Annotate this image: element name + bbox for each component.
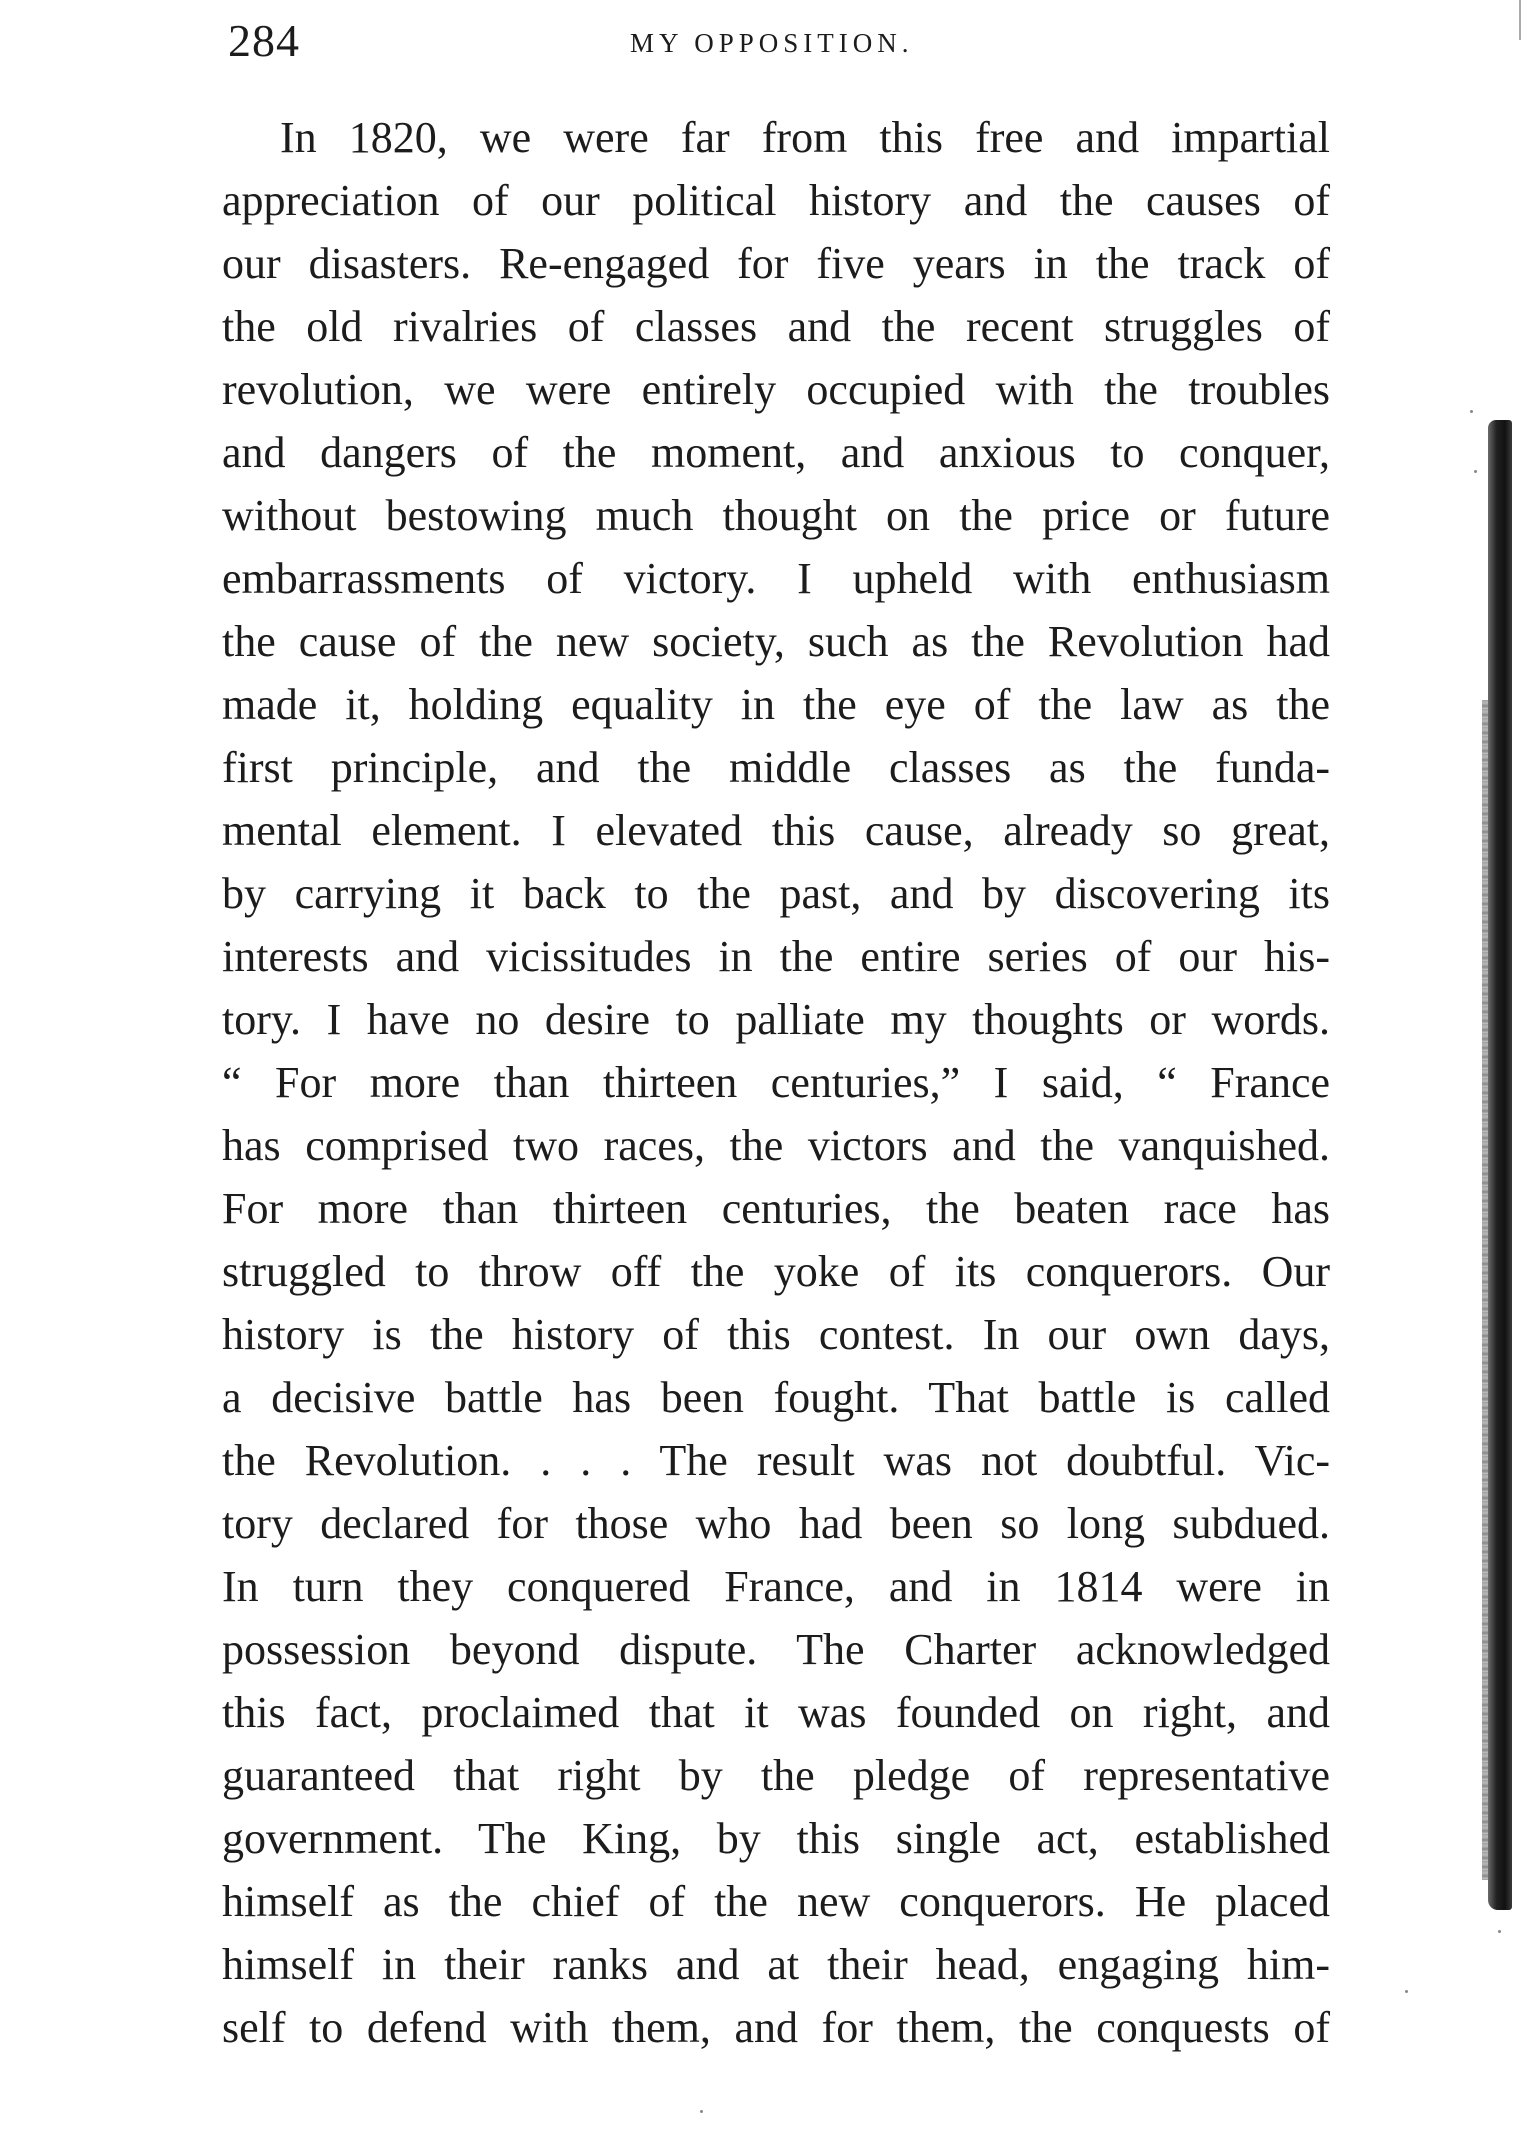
text-line: the cause of the new society, such as the Revolution had — [222, 617, 1330, 666]
text-line: tory. I have no desire to palliate my thoughts or words. — [222, 995, 1330, 1044]
edge-speck — [1474, 470, 1477, 473]
edge-speck — [1498, 1930, 1501, 1933]
text-line: interests and vicissitudes in the entire series of our his- — [222, 932, 1330, 981]
text-line: our disasters. Re-engaged for five years in the track of — [222, 239, 1330, 288]
binding-shadow — [1488, 420, 1512, 1910]
running-head: MY OPPOSITION. — [630, 28, 914, 58]
text-line: without bestowing much thought on the price or future — [222, 491, 1330, 540]
text-line: In turn they conquered France, and in 1814 were in — [222, 1562, 1330, 1611]
text-line: has comprised two races, the victors and the vanquished. — [222, 1121, 1330, 1170]
text-line: struggled to throw off the yoke of its conquerors. Our — [222, 1247, 1330, 1296]
text-line: tory declared for those who had been so long subdued. — [222, 1499, 1330, 1548]
text-line: For more than thirteen centuries, the beaten race has — [222, 1184, 1330, 1233]
page-edge-mark — [1519, 0, 1521, 40]
text-line: and dangers of the moment, and anxious to conquer, — [222, 428, 1330, 477]
text-line: himself in their ranks and at their head, engaging him- — [222, 1940, 1330, 1989]
text-line: self to defend with them, and for them, the conquests of — [222, 2003, 1330, 2052]
text-line: “ For more than thirteen centuries,” I said, “ France — [222, 1058, 1330, 1107]
text-line: embarrassments of victory. I upheld with enthusiasm — [222, 554, 1330, 603]
text-line: himself as the chief of the new conquerors. He placed — [222, 1877, 1330, 1926]
text-line: government. The King, by this single act, established — [222, 1814, 1330, 1863]
text-line: mental element. I elevated this cause, already so great, — [222, 806, 1330, 855]
text-line: the old rivalries of classes and the recent struggles of — [222, 302, 1330, 351]
text-line: by carrying it back to the past, and by discovering its — [222, 869, 1330, 918]
page-number: 284 — [228, 15, 300, 66]
edge-speck — [1405, 1990, 1408, 1993]
text-line: guaranteed that right by the pledge of representative — [222, 1751, 1330, 1800]
edge-speck — [1470, 410, 1473, 413]
text-line: the Revolution. . . . The result was not doubtful. Vic- — [222, 1436, 1330, 1485]
text-line: a decisive battle has been fought. That battle is called — [222, 1373, 1330, 1422]
text-line: made it, holding equality in the eye of the law as the — [222, 680, 1330, 729]
text-line: possession beyond dispute. The Charter acknowledged — [222, 1625, 1330, 1674]
text-line: revolution, we were entirely occupied with the troubles — [222, 365, 1330, 414]
text-line: appreciation of our political history and the causes of — [222, 176, 1330, 225]
edge-speck — [700, 2110, 703, 2113]
text-line: history is the history of this contest. In our own days, — [222, 1310, 1330, 1359]
text-line: In 1820, we were far from this free and impartial — [280, 113, 1330, 162]
text-line: first principle, and the middle classes as the funda- — [222, 743, 1330, 792]
body-text — [222, 106, 1330, 2059]
text-line: this fact, proclaimed that it was founded on right, and — [222, 1688, 1330, 1737]
